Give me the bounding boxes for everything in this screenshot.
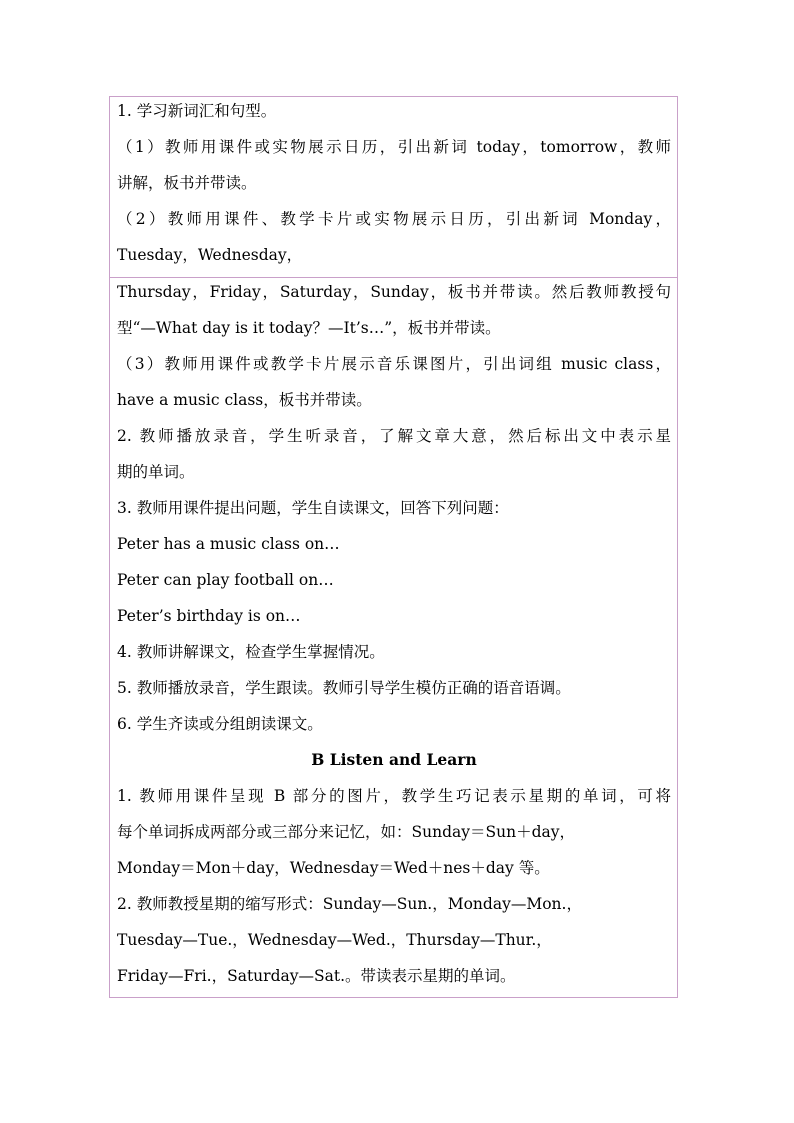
text-line: 2. 教师播放录音，学生听录音，了解文章大意，然后标出文中表示星	[117, 427, 671, 445]
question-line: Peter can play football on…	[117, 571, 334, 589]
text-line: Monday＝Mon＋day，Wednesday＝Wed＋nes＋day 等。	[117, 859, 550, 877]
text-line: Tuesday，Wednesday，	[117, 246, 303, 264]
text-line: 4. 教师讲解课文，检查学生掌握情况。	[117, 643, 385, 661]
text-line: Tuesday—Tue.，Wednesday—Wed.，Thursday—Thur.，	[117, 931, 552, 949]
text-line: have a music class，板书并带读。	[117, 391, 372, 409]
text-line: Thursday，Friday，Saturday，Sunday，板书并带读。然后教师教授句	[117, 283, 671, 301]
text-line: 1. 教师用课件呈现 B 部分的图片，教学生巧记表示星期的单词，可将	[117, 787, 671, 805]
text-line: Friday—Fri.，Saturday—Sat.。带读表示星期的单词。	[117, 967, 516, 985]
text-line: 型“—What day is it today？—It’s…”，板书并带读。	[117, 319, 501, 337]
text-line: 每个单词拆成两部分或三部分来记忆，如：Sunday＝Sun＋day，	[117, 823, 576, 841]
text-line: （3）教师用课件或教学卡片展示音乐课图片，引出词组 music class，	[117, 355, 671, 373]
text-line: 2. 教师教授星期的缩写形式：Sunday—Sun.，Monday—Mon.，	[117, 895, 582, 913]
table-cell-procedure	[110, 278, 677, 997]
text-line: （1）教师用课件或实物展示日历，引出新词 today，tomorrow，教师	[117, 138, 671, 156]
section-heading: B Listen and Learn	[311, 750, 477, 769]
lesson-plan-table	[109, 96, 678, 998]
table-cell-vocabulary	[110, 97, 677, 278]
text-line: 5. 教师播放录音，学生跟读。教师引导学生模仿正确的语音语调。	[117, 679, 571, 697]
text-line: 3. 教师用课件提出问题，学生自读课文，回答下列问题：	[117, 499, 509, 517]
question-line: Peter’s birthday is on…	[117, 607, 301, 625]
question-line: Peter has a music class on…	[117, 535, 340, 553]
text-line: 1. 学习新词汇和句型。	[117, 102, 277, 120]
text-line: 6. 学生齐读或分组朗读课文。	[117, 715, 323, 733]
text-line: 讲解，板书并带读。	[117, 174, 257, 192]
text-line: 期的单词。	[117, 463, 195, 481]
text-line: （2）教师用课件、教学卡片或实物展示日历，引出新词 Monday，	[117, 210, 671, 228]
